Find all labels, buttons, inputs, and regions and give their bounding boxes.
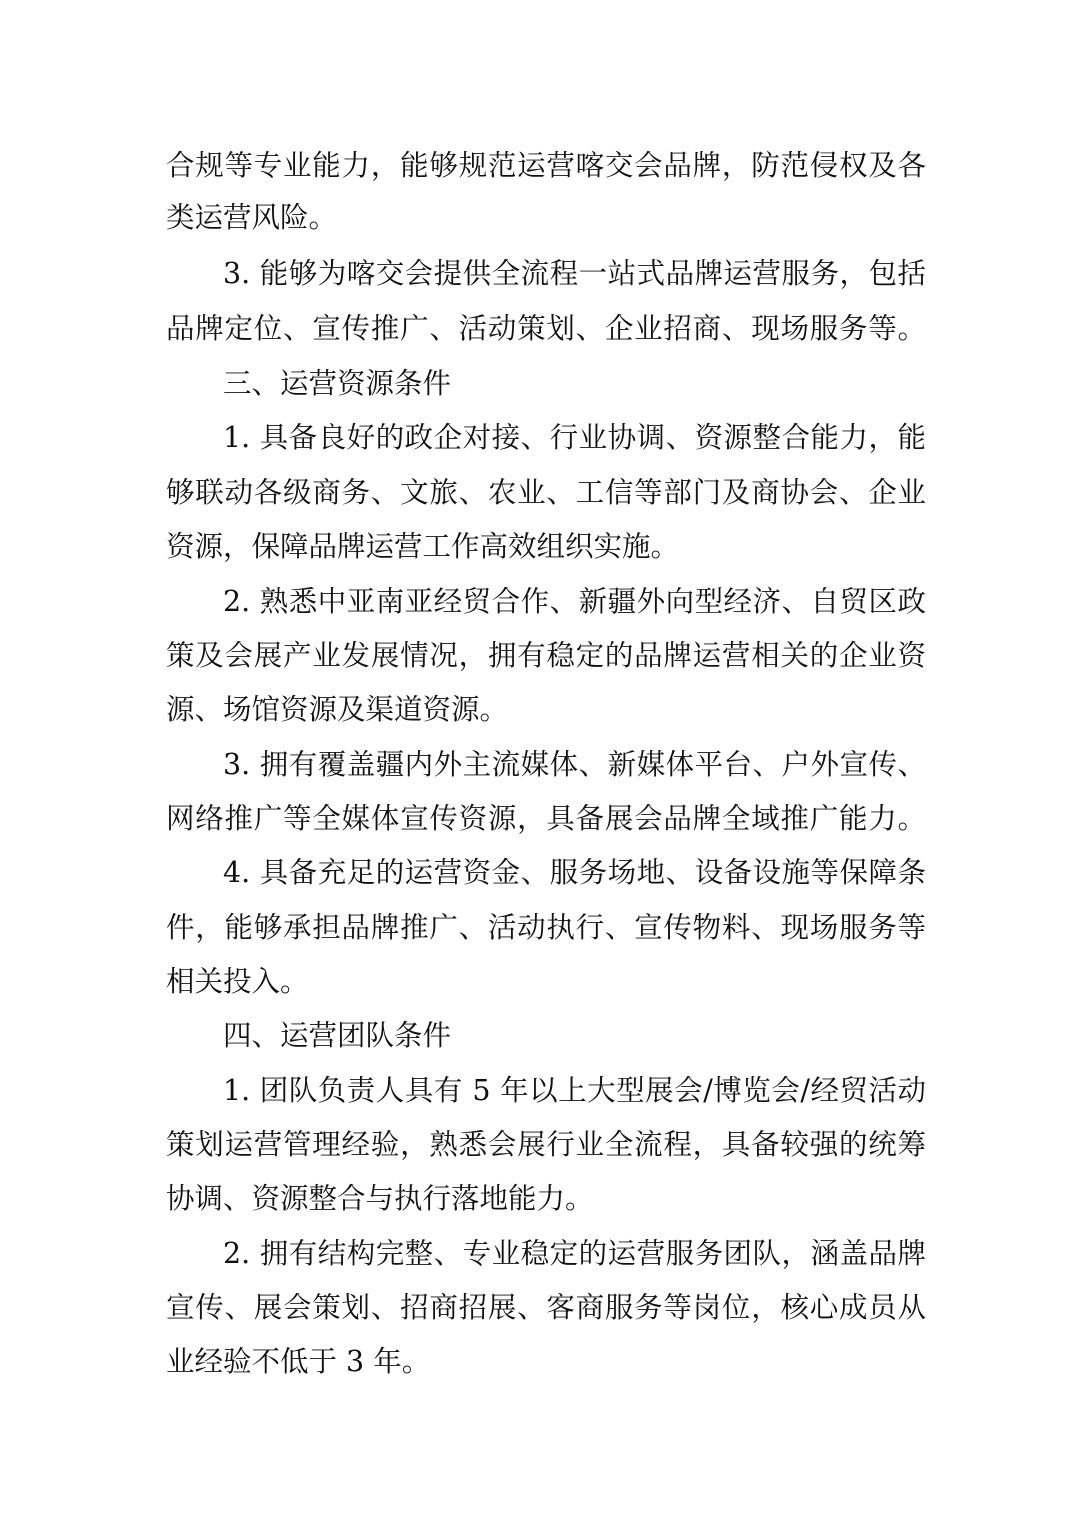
- text-line: 宣传、展会策划、招商招展、客商服务等岗位，核心成员从: [166, 1291, 926, 1324]
- text-line: 合规等专业能力，能够规范运营喀交会品牌，防范侵权及各: [166, 149, 926, 182]
- text-line: 业经验不低于 3 年。: [166, 1345, 431, 1378]
- section-heading-resources: 三、运营资源条件: [223, 367, 452, 400]
- text-line: 源、场馆资源及渠道资源。: [166, 693, 509, 726]
- text-line: 够联动各级商务、文旅、农业、工信等部门及商协会、企业: [166, 476, 926, 509]
- text-line: 3. 拥有覆盖疆内外主流媒体、新媒体平台、户外宣传、: [223, 748, 926, 781]
- text-line: 策及会展产业发展情况，拥有稳定的品牌运营相关的企业资: [166, 639, 926, 672]
- text-line: 资源，保障品牌运营工作高效组织实施。: [166, 530, 680, 563]
- text-line: 1. 具备良好的政企对接、行业协调、资源整合能力，能: [223, 421, 926, 454]
- text-line: 3. 能够为喀交会提供全流程一站式品牌运营服务，包括: [223, 257, 926, 290]
- section-heading-team: 四、运营团队条件: [223, 1019, 452, 1052]
- text-line: 类运营风险。: [166, 201, 338, 234]
- text-line: 4. 具备充足的运营资金、服务场地、设备设施等保障条: [223, 856, 926, 889]
- text-line: 1. 团队负责人具有 5 年以上大型展会/博览会/经贸活动: [223, 1074, 926, 1107]
- text-line: 相关投入。: [166, 965, 309, 998]
- text-line: 品牌定位、宣传推广、活动策划、企业招商、现场服务等。: [166, 312, 926, 345]
- text-line: 策划运营管理经验，熟悉会展行业全流程，具备较强的统筹: [166, 1128, 926, 1161]
- text-line: 网络推广等全媒体宣传资源，具备展会品牌全域推广能力。: [166, 802, 926, 835]
- text-line: 协调、资源整合与执行落地能力。: [166, 1182, 594, 1215]
- text-line: 件，能够承担品牌推广、活动执行、宣传物料、现场服务等: [166, 911, 926, 944]
- text-line: 2. 拥有结构完整、专业稳定的运营服务团队，涵盖品牌: [223, 1237, 926, 1270]
- text-line: 2. 熟悉中亚南亚经贸合作、新疆外向型经济、自贸区政: [223, 585, 926, 618]
